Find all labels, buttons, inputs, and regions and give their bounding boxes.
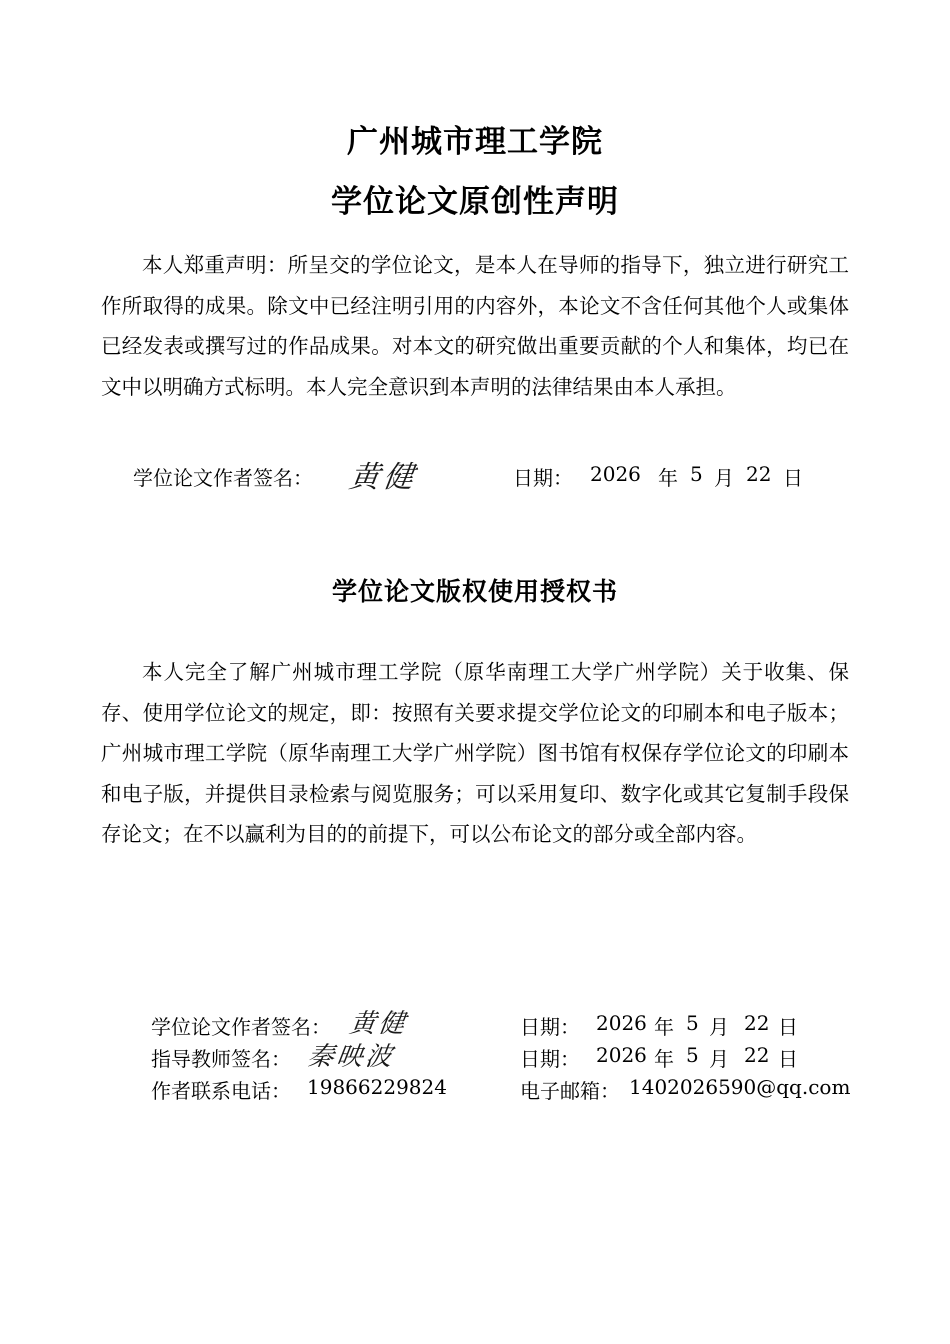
declaration-author-signature: 黄健 xyxy=(347,460,420,495)
authorization-advisor-date-year-unit: 年 xyxy=(654,1047,674,1071)
authorization-author-date-day-unit: 日 xyxy=(778,1015,798,1039)
declaration-day-unit: 日 xyxy=(783,466,803,490)
authorization-author-date-year: 2026 xyxy=(596,1011,647,1035)
declaration-month-unit: 月 xyxy=(714,466,734,490)
authorization-author-date-label: 日期： xyxy=(520,1015,580,1039)
author-email-label: 电子邮箱： xyxy=(520,1079,620,1103)
authorization-paragraph: 本人完全了解广州城市理工学院（原华南理工大学广州学院）关于收集、保存、使用学位论文的规定，即：按照有关要求提交学位论文的印刷本和电子版本；广州城市理工学院（原华南理工大学广州学院）图书馆有权保存学位论文的印刷本和电子版，并提供目录检索与阅览服务；可以采用复印、数字化或其它复制手段保存论文；在不以赢利为目的的前提下，可以公布论文的部分或全部内容。 xyxy=(101,660,849,846)
declaration-day: 22 xyxy=(746,462,772,486)
authorization-author-signature-label: 学位论文作者签名： xyxy=(151,1015,331,1039)
authorization-advisor-date-year: 2026 xyxy=(596,1043,647,1067)
declaration-paragraph: 本人郑重声明：所呈交的学位论文，是本人在导师的指导下，独立进行研究工作所取得的成果。除文中已经注明引用的内容外，本论文不含任何其他个人或集体已经发表或撰写过的作品成果。对本文的研究做出重要贡献的个人和集体，均已在文中以明确方式标明。本人完全意识到本声明的法律结果由本人承担。 xyxy=(101,253,849,399)
author-phone-label: 作者联系电话： xyxy=(151,1079,291,1103)
authorization-advisor-signature: 秦映波 xyxy=(305,1042,397,1072)
authorization-author-date-month-unit: 月 xyxy=(709,1015,729,1039)
declaration-date-label: 日期： xyxy=(513,466,573,490)
declaration-year-unit: 年 xyxy=(658,466,678,490)
authorization-author-signature: 黄健 xyxy=(347,1009,410,1039)
authorization-title: 学位论文版权使用授权书 xyxy=(331,577,618,606)
declaration-year: 2026 xyxy=(590,462,641,486)
authorization-advisor-date-month: 5 xyxy=(686,1043,699,1067)
university-title: 广州城市理工学院 xyxy=(347,124,603,160)
authorization-author-date-day: 22 xyxy=(744,1011,770,1035)
authorization-advisor-date-day: 22 xyxy=(744,1043,770,1067)
authorization-advisor-date-month-unit: 月 xyxy=(709,1047,729,1071)
authorization-advisor-signature-label: 指导教师签名： xyxy=(151,1047,291,1071)
authorization-advisor-date-label: 日期： xyxy=(520,1047,580,1071)
declaration-month: 5 xyxy=(690,462,703,486)
authorization-author-date-year-unit: 年 xyxy=(654,1015,674,1039)
declaration-title: 学位论文原创性声明 xyxy=(331,184,619,220)
declaration-author-signature-label: 学位论文作者签名： xyxy=(133,466,313,490)
author-email: 1402026590@qq.com xyxy=(629,1075,851,1099)
authorization-author-date-month: 5 xyxy=(686,1011,699,1035)
author-phone: 19866229824 xyxy=(307,1075,447,1099)
authorization-advisor-date-day-unit: 日 xyxy=(778,1047,798,1071)
